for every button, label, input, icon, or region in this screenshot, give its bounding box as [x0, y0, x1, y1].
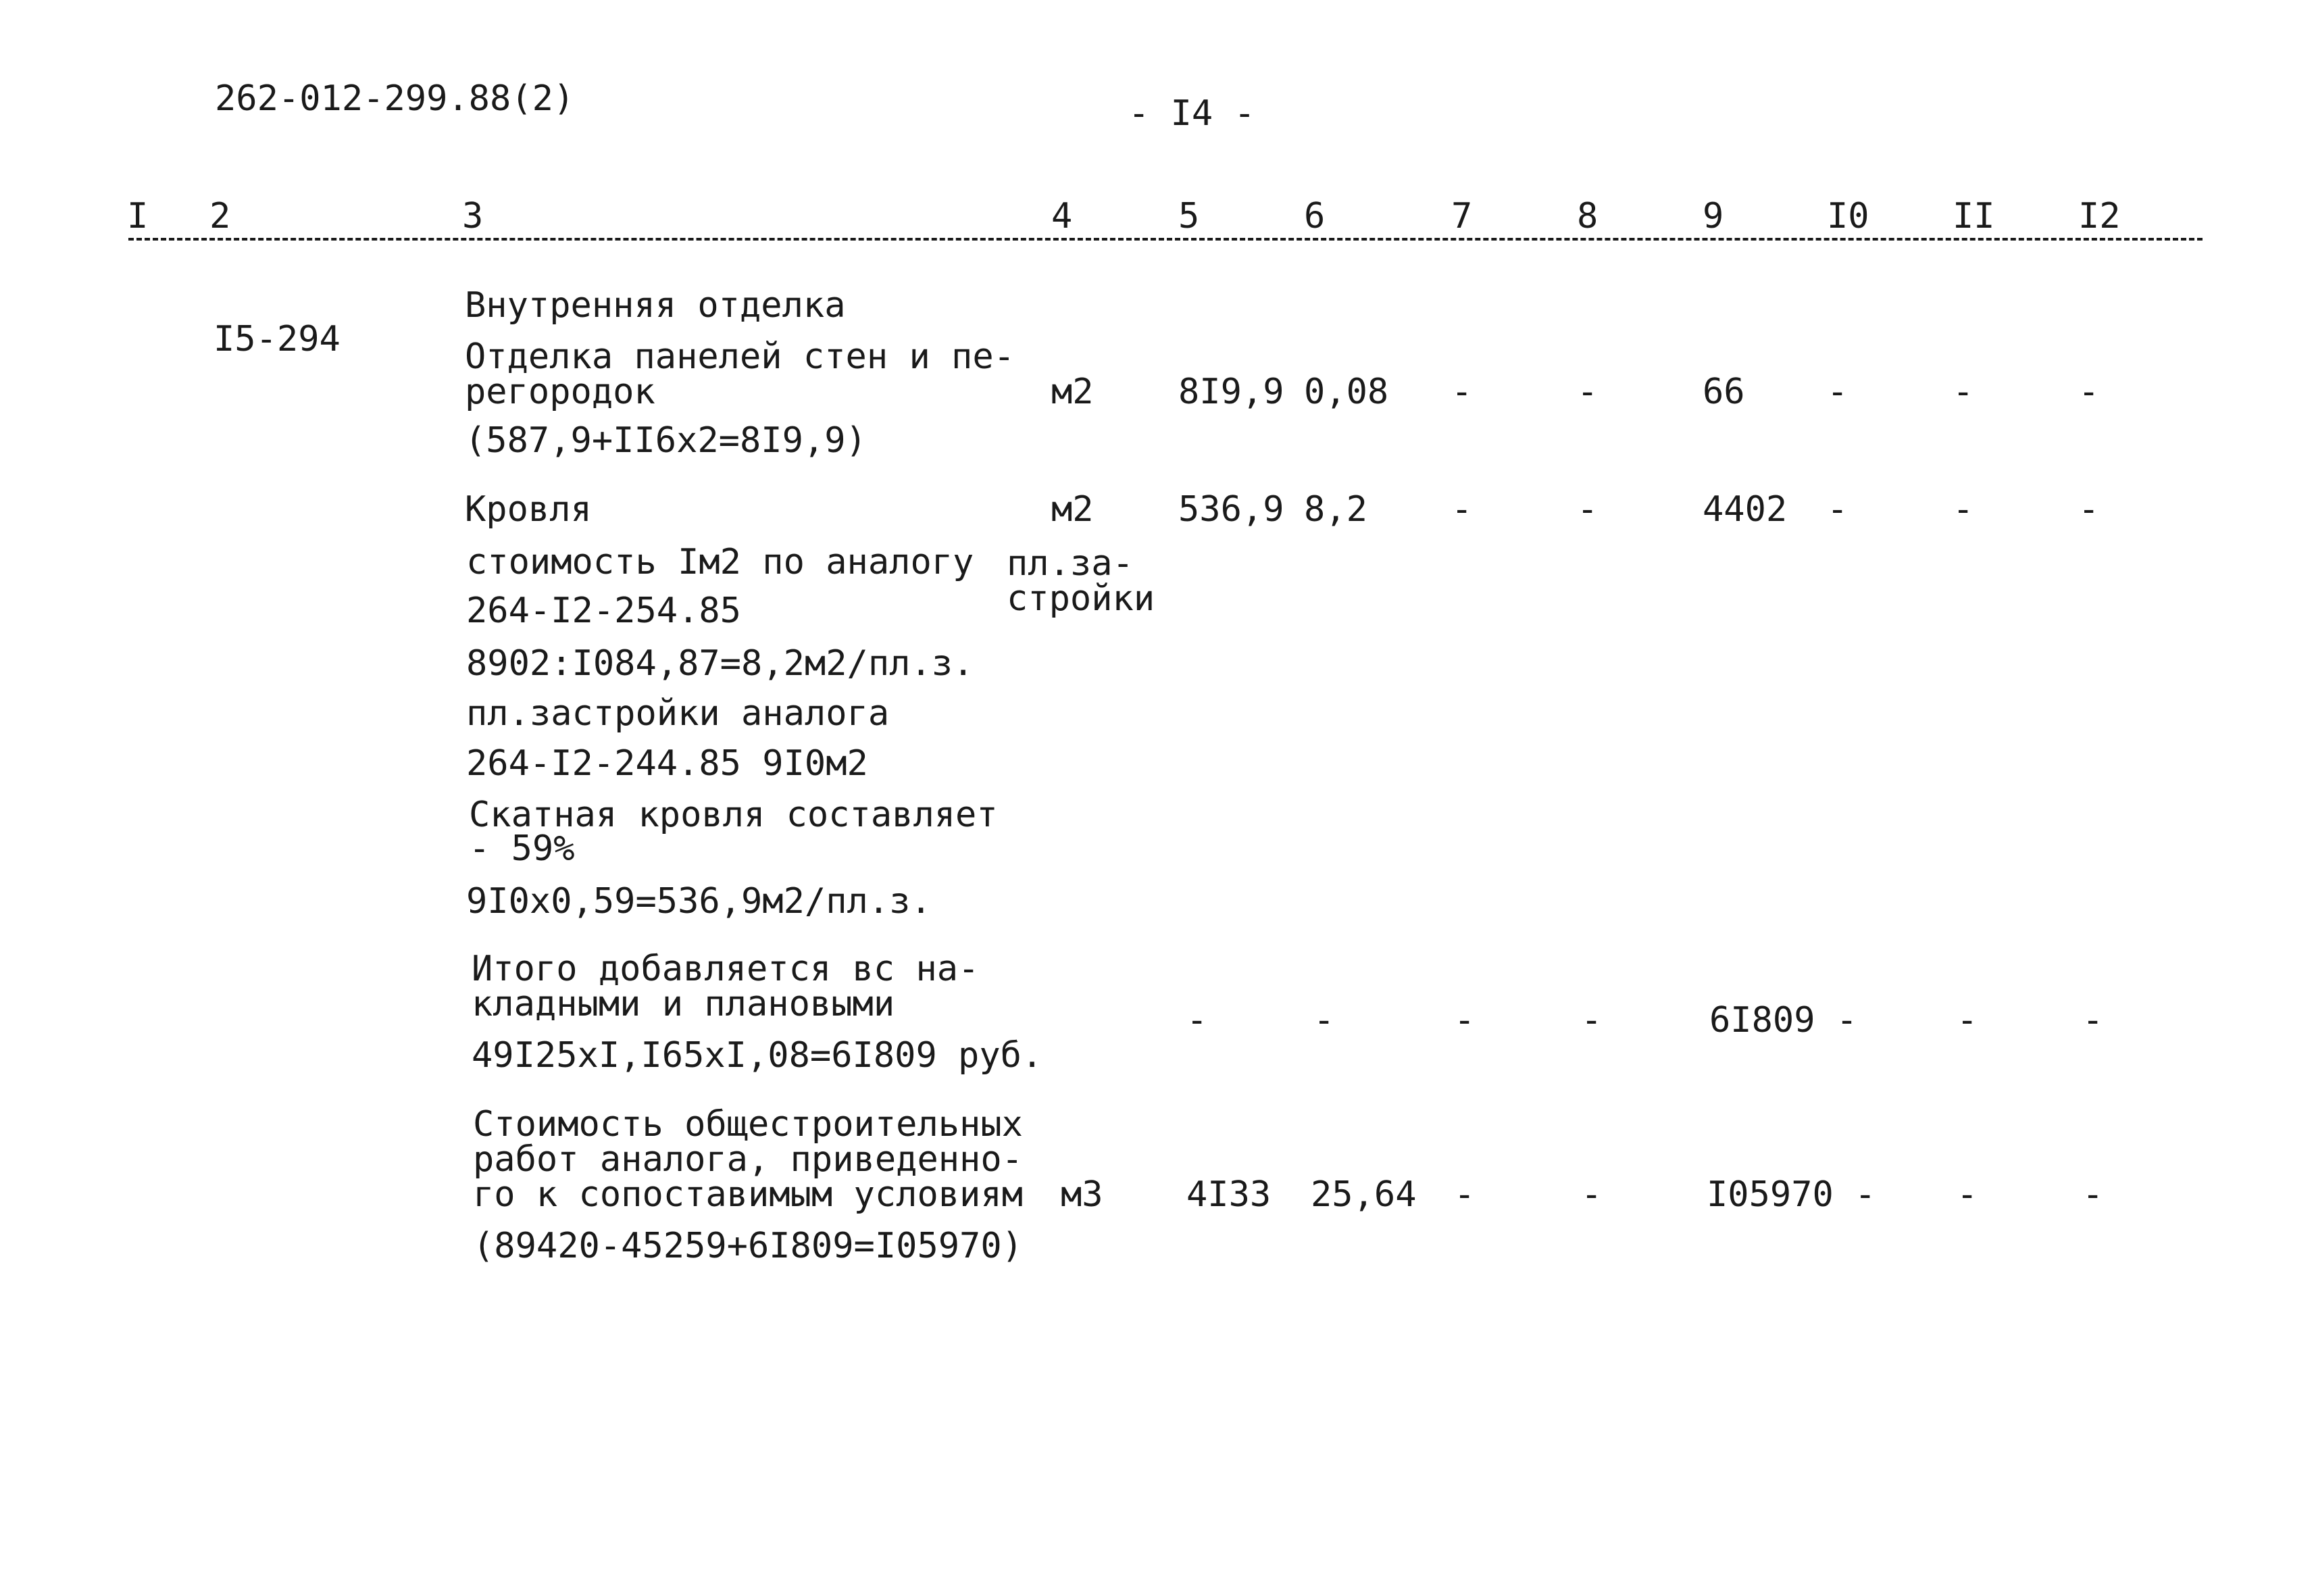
rate-cell: 25,64 [1311, 1174, 1417, 1215]
description-line: работ аналога, приведенно- [473, 1139, 1023, 1180]
rate-cell: 0,08 [1304, 372, 1389, 412]
unit-note [1007, 543, 1155, 619]
dash-cell: - [1577, 489, 1599, 530]
formula-line: (587,9+II6x2=8I9,9) [465, 420, 867, 461]
dash-cell: - [1581, 1174, 1603, 1215]
cost-cell: 6I809 - [1709, 1000, 1858, 1041]
document-code: 262-012-299.88(2) [215, 78, 575, 119]
dash-cell: - [1577, 372, 1599, 412]
column-header-4: 4 [1051, 196, 1073, 236]
dash-cell: - [1451, 372, 1473, 412]
section-heading: Внутренняя отделка [465, 285, 846, 326]
section-heading: Кровля [465, 489, 592, 530]
description-line: регородок [465, 372, 655, 412]
unit-cell: м2 [1051, 489, 1094, 530]
description-line: 49I25xI,I65xI,08=6I809 руб. [472, 1035, 1043, 1076]
column-header-8: 8 [1577, 196, 1599, 236]
dash-cell: - [1451, 489, 1473, 530]
dash-cell: - [2082, 1000, 2104, 1041]
description-line: 9I0x0,59=536,9м2/пл.з. [466, 881, 932, 922]
description-line: Итого добавляется вс на- [472, 949, 980, 989]
description-line: стоимость Iм2 по аналогу [466, 542, 974, 582]
rate-cell: 8,2 [1304, 489, 1367, 530]
dash-cell: - [2082, 1174, 2104, 1215]
quantity-cell: 4I33 [1186, 1174, 1272, 1215]
page-number: - I4 - [1128, 93, 1255, 134]
unit-note-line: пл.за- [1007, 543, 1134, 584]
column-header-2: 2 [209, 196, 231, 236]
dash-cell: - [1313, 1000, 1335, 1041]
dash-cell: - [2078, 489, 2100, 530]
column-header-10: I0 [1827, 196, 1869, 236]
column-header-12: I2 [2078, 196, 2121, 236]
header-dashed-rule [128, 238, 2203, 241]
cost-cell: I05970 - [1707, 1174, 1876, 1215]
cost-cell: 4402 [1703, 489, 1788, 530]
column-header-5: 5 [1178, 196, 1200, 236]
dash-cell: - [1454, 1000, 1476, 1041]
description-line: пл.застройки аналога [466, 693, 890, 734]
dash-cell: - [1957, 1000, 1978, 1041]
description-line: Отделка панелей стен и пе- [465, 336, 1015, 377]
description-line: Скатная кровля составляет [469, 795, 998, 835]
description-line: 264-I2-254.85 [466, 591, 741, 631]
dash-cell: - [2078, 372, 2100, 412]
dash-cell: - [1581, 1000, 1603, 1041]
quantity-cell: 536,9 [1178, 489, 1284, 530]
description-line: 264-I2-244.85 9I0м2 [466, 743, 868, 784]
column-header-6: 6 [1304, 196, 1326, 236]
dash-cell: - [1827, 489, 1848, 530]
column-header-1: I [127, 196, 149, 236]
column-header-7: 7 [1451, 196, 1473, 236]
dash-cell: - [1957, 1174, 1978, 1215]
unit-cell: м2 [1051, 372, 1094, 412]
item-code: I5-294 [213, 319, 341, 359]
unit-cell: м3 [1061, 1174, 1103, 1215]
description-line: Стоимость общестроительных [473, 1104, 1023, 1145]
dash-cell: - [1953, 489, 1974, 530]
description-line: кладными и плановыми [472, 984, 895, 1024]
description-line: го к сопоставимым условиям [473, 1174, 1023, 1215]
dash-cell: - [1454, 1174, 1476, 1215]
description-line: - 59% [469, 828, 575, 869]
unit-note-line: стройки [1007, 578, 1155, 619]
dash-cell: - [1953, 372, 1974, 412]
formula-line: (89420-45259+6I809=I05970) [473, 1226, 1023, 1266]
dash-cell: - [1827, 372, 1848, 412]
column-header-11: II [1953, 196, 1995, 236]
cost-cell: 66 [1703, 372, 1745, 412]
column-header-9: 9 [1703, 196, 1724, 236]
column-header-3: 3 [462, 196, 484, 236]
description-line: 8902:I084,87=8,2м2/пл.з. [466, 643, 974, 684]
dash-cell: - [1186, 1000, 1208, 1041]
quantity-cell: 8I9,9 [1178, 372, 1284, 412]
